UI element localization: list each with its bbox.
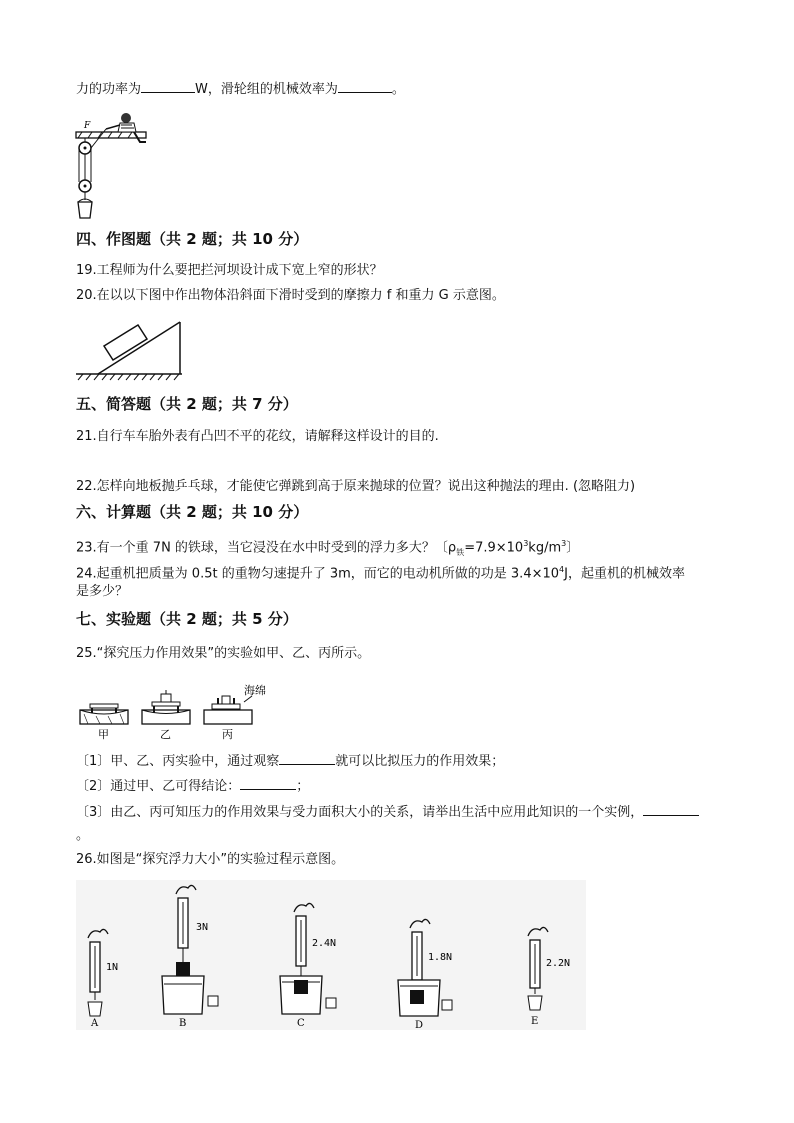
q18-text-part1: 力的功率为	[76, 82, 142, 97]
question-22: 22.怎样向地板抛乒乓球，才能使它弹跳到高于原来抛球的位置？说出这种抛法的理由. (忽略阻力)	[76, 479, 636, 494]
q24-text-a: 24.起重机把质量为 0.5t 的重物匀速提升了 3m，而它的电动机所做的功是 3.4×10	[76, 566, 560, 582]
q25-example-blank[interactable]	[643, 803, 699, 816]
reading-e: 2.2N	[546, 958, 571, 969]
label-c: C	[297, 1018, 305, 1029]
question-25: 25.“探究压力作用效果”的实验如甲、乙、丙所示。	[76, 646, 371, 661]
section7-heading: 七、实验题（共 2 题；共 5 分）	[76, 610, 298, 628]
question-26: 26.如图是“探究浮力大小”的实验过程示意图。	[76, 852, 345, 867]
q25-part3	[76, 803, 699, 822]
q25-part1-text-b: 就可以比拟压力的作用效果；	[335, 754, 505, 769]
q18-power-blank[interactable]	[141, 80, 195, 93]
force-f-label: F	[84, 121, 91, 131]
label-a: A	[91, 1018, 99, 1029]
question-23	[76, 535, 579, 562]
q25-part2	[76, 777, 309, 796]
q18-tail-line	[76, 80, 405, 99]
q23-text-c: kg/m	[528, 540, 562, 556]
q23-exponent-2: 3	[561, 539, 567, 548]
question-24	[76, 561, 685, 583]
pulley-system-figure	[74, 110, 154, 222]
block-on-incline	[104, 325, 147, 360]
section4-heading: 四、作图题（共 2 题；共 10 分）	[76, 230, 309, 248]
q25-part1-text-a: 〔1〕甲、乙、丙实验中，通过观察	[76, 754, 280, 769]
q18-text-part3: 。	[391, 82, 405, 97]
q25-part1	[76, 752, 504, 771]
q18-efficiency-blank[interactable]	[338, 80, 392, 93]
reading-c: 2.4N	[312, 938, 337, 949]
incline-figure	[74, 318, 194, 382]
question-19: 19.工程师为什么要把拦河坝设计成下宽上窄的形状？	[76, 263, 383, 278]
q25-part3-text: 〔3〕由乙、丙可知压力的作用效果与受力面积大小的关系，请举出生活中应用此知识的一个实例，	[76, 805, 644, 820]
q25-part3-end: 。	[76, 828, 90, 843]
q24-exponent: 4	[559, 565, 565, 574]
fig25-label-yi: 乙	[160, 728, 171, 741]
reading-d: 1.8N	[428, 952, 453, 963]
label-e: E	[531, 1016, 539, 1027]
label-b: B	[179, 1018, 187, 1029]
label-d: D	[415, 1020, 424, 1030]
q23-text-b: =7.9×10	[464, 540, 524, 556]
q25-part2-text-a: 〔2〕通过甲、乙可得结论：	[76, 779, 241, 794]
reading-a: 1N	[106, 962, 119, 973]
section5-heading: 五、简答题（共 2 题；共 7 分）	[76, 395, 298, 413]
q25-observe-blank[interactable]	[279, 752, 335, 765]
q23-text-d: 〕	[566, 540, 580, 556]
fig25-label-jia: 甲	[98, 728, 109, 741]
q18-text-part2: W，滑轮组的机械效率为	[195, 82, 338, 97]
question-21: 21.自行车车胎外表有凸凹不平的花纹，请解释这样设计的目的.	[76, 429, 439, 444]
q23-subscript-iron: 铁	[456, 547, 465, 557]
q23-text-a: 23.有一个重 7N 的铁球，当它浸没在水中时受到的浮力多大？〔ρ	[76, 540, 457, 556]
question-20: 20.在以以下图中作出物体沿斜面下滑时受到的摩擦力 f 和重力 G 示意图。	[76, 288, 505, 303]
reading-b: 3N	[196, 922, 209, 933]
fig25-label-bing: 丙	[222, 728, 233, 741]
q23-exponent: 3	[523, 539, 529, 548]
q24-text-b: J，起重机的机械效率	[564, 566, 685, 582]
q25-conclusion-blank[interactable]	[240, 777, 296, 790]
question-24-line2: 是多少？	[76, 584, 129, 599]
q25-part2-text-b: ；	[296, 779, 310, 794]
sponge-label: 海绵	[244, 684, 266, 697]
buoyancy-experiment-figure	[76, 880, 586, 1030]
section6-heading: 六、计算题（共 2 题；共 10 分）	[76, 503, 309, 521]
pressure-experiment-figure	[76, 680, 276, 742]
